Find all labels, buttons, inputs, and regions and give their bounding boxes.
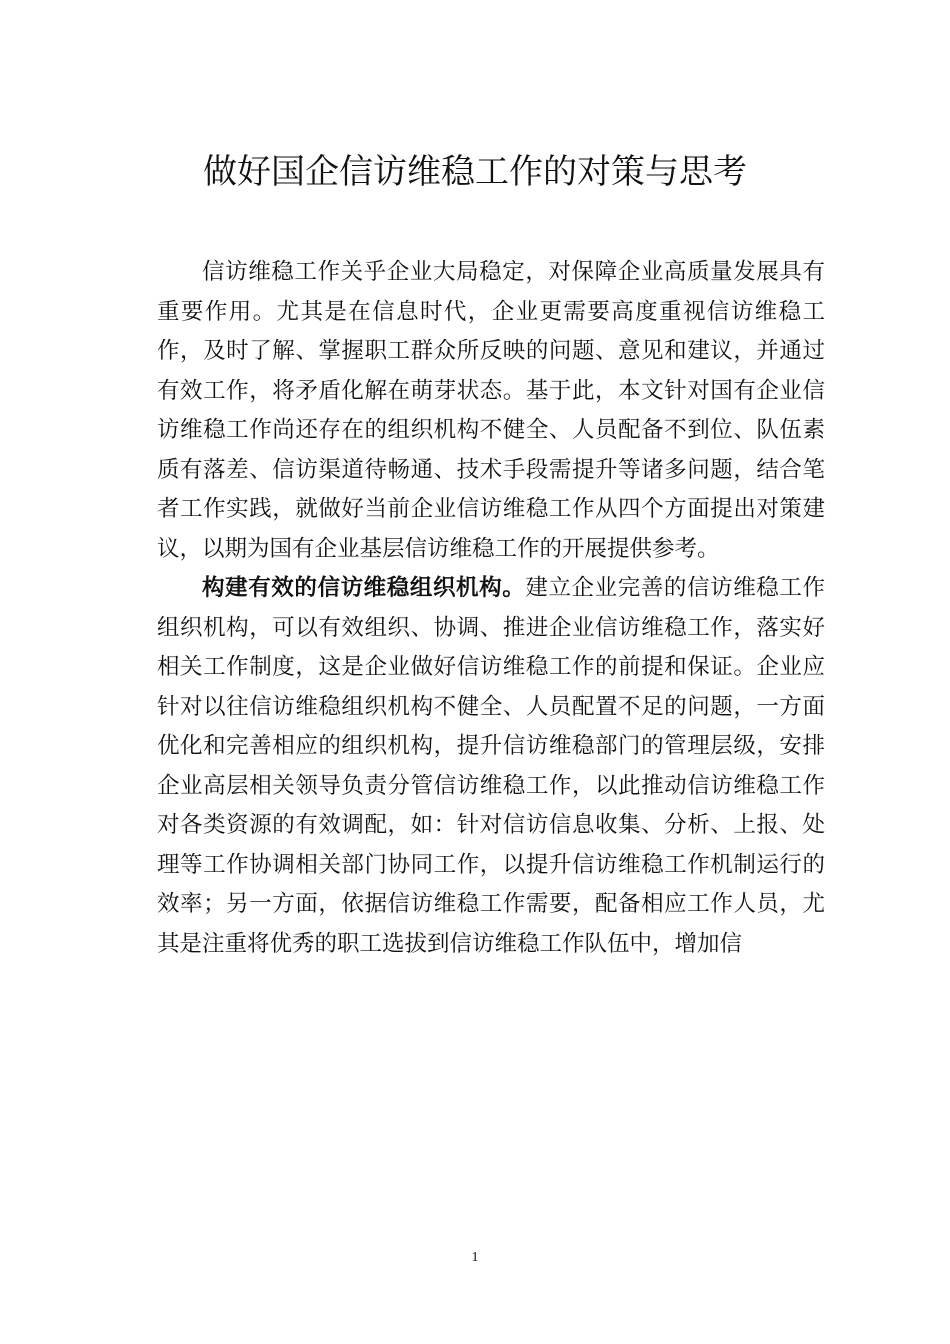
paragraph-organization — [157, 569, 825, 964]
page-number: 1 — [471, 1250, 479, 1265]
paragraph-organization-lead: 构建有效的信访维稳组织机构。 — [202, 575, 526, 601]
document-title: 做好国企信访维稳工作的对策与思考 — [203, 152, 747, 192]
paragraph-intro-text: 信访维稳工作关乎企业大局稳定，对保障企业高质量发展具有重要作用。尤其是在信息时代，企业更需要高度重视信访维稳工作，及时了解、掌握职工群众所反映的问题、意见和建议，并通过有效工作，将矛盾化解在萌芽状态。基于此，本文针对国有企业信访维稳工作尚还存在的组织机构不健全、人员配备不到位、队伍素质有落差、信访渠道待畅通、技术手段需提升等诸多问题，结合笔者工作实践，就做好当前企业信访维稳工作从四个方面提出对策建议，以期为国有企业基层信访维稳工作的开展提供参考。 — [157, 259, 825, 562]
paragraph-organization-text: 建立企业完善的信访维稳工作组织机构，可以有效组织、协调、推进企业信访维稳工作，落实好相关工作制度，这是企业做好信访维稳工作的前提和保证。企业应针对以往信访维稳组织机构不健全、人员配置不足的问题，一方面优化和完善相应的组织机构，提升信访维稳部门的管理层级，安排企业高层相关领导负责分管信访维稳工作，以此推动信访维稳工作对各类资源的有效调配，如：针对信访信息收集、分析、上报、处理等工作协调相关部门协同工作，以提升信访维稳工作机制运行的效率；另一方面，依据信访维稳工作需要，配备相应工作人员，尤其是注重将优秀的职工选拔到信访维稳工作队伍中，增加信 — [157, 575, 825, 957]
document-body — [157, 253, 825, 964]
paragraph-intro — [157, 253, 825, 569]
